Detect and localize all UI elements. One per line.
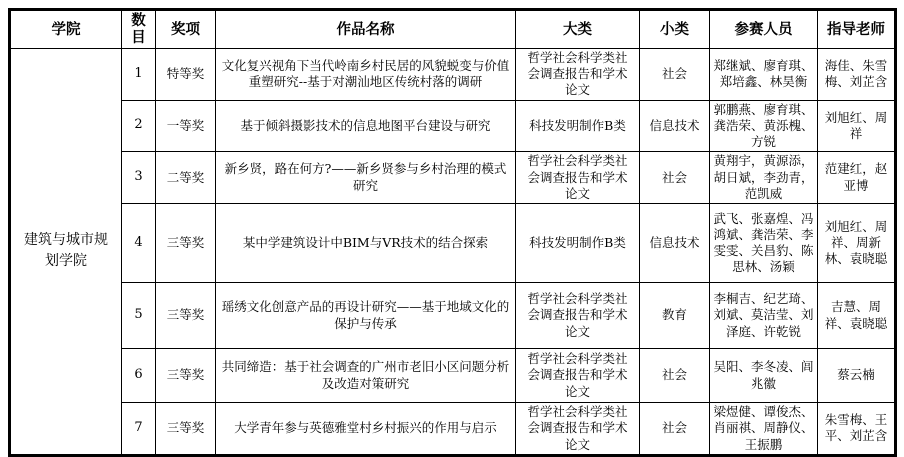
category-cell: 科技发明制作B类 [516,100,640,152]
category-cell: 哲学社会科学类社会调查报告和学术论文 [516,152,640,204]
participants-cell: 郑继斌、廖育琪、郑培鑫、林昊衡 [710,48,818,100]
table-row [10,349,896,403]
header-subcategory: 小类 [640,10,710,49]
participants-cell: 武飞、张嘉煌、冯鸿斌、龚浩荣、李雯雯、关昌豹、陈思林、汤颖 [710,204,818,283]
category-cell: 哲学社会科学类社会调查报告和学术论文 [516,403,640,456]
table-row [10,204,896,283]
subcategory-cell: 信息技术 [640,100,710,152]
header-advisors: 指导老师 [818,10,896,49]
number-cell: 7 [122,403,156,456]
category-cell: 哲学社会科学类社会调查报告和学术论文 [516,283,640,349]
advisors-cell: 范建红，赵亚博 [818,152,896,204]
header-work-title: 作品名称 [216,10,516,49]
category-cell: 科技发明制作B类 [516,204,640,283]
advisors-cell: 朱雪梅、王平、刘芷含 [818,403,896,456]
number-cell: 6 [122,349,156,403]
advisors-cell: 海佳、朱雪梅、刘芷含 [818,48,896,100]
number-cell: 5 [122,283,156,349]
advisors-cell: 刘旭红、周祥 [818,100,896,152]
table-row [10,152,896,204]
header-number: 数目 [122,10,156,49]
table-row [10,283,896,349]
award-cell: 特等奖 [156,48,216,100]
participants-cell: 黄翔宇，黄源添，胡日斌，李劲青，范凯威 [710,152,818,204]
subcategory-cell: 教育 [640,283,710,349]
advisors-cell: 吉慧、周祥、袁晓聪 [818,283,896,349]
award-cell: 三等奖 [156,283,216,349]
header-award: 奖项 [156,10,216,49]
college-cell: 建筑与城市规划学院 [10,48,122,455]
subcategory-cell: 社会 [640,349,710,403]
category-cell: 哲学社会科学类社会调查报告和学术论文 [516,48,640,100]
award-cell: 三等奖 [156,403,216,456]
header-category: 大类 [516,10,640,49]
subcategory-cell: 信息技术 [640,204,710,283]
header-college: 学院 [10,10,122,49]
table-row [10,100,896,152]
award-cell: 三等奖 [156,349,216,403]
participants-cell: 李桐吉、纪艺琦、刘斌、莫洁莹、刘泽庭、许乾锐 [710,283,818,349]
awards-table [8,8,897,457]
award-cell: 二等奖 [156,152,216,204]
number-cell: 2 [122,100,156,152]
advisors-cell: 刘旭红、周祥、周新林、袁晓聪 [818,204,896,283]
work-title-cell: 文化复兴视角下当代岭南乡村民居的风貌蜕变与价值重塑研究--基于对潮汕地区传统村落的调研 [216,48,516,100]
work-title-cell: 瑶绣文化创意产品的再设计研究——基于地域文化的保护与传承 [216,283,516,349]
participants-cell: 郭鹏燕、廖育琪、龚浩荣、黄泺槐、方锐 [710,100,818,152]
subcategory-cell: 社会 [640,403,710,456]
work-title-cell: 新乡贤，路在何方?——新乡贤参与乡村治理的模式研究 [216,152,516,204]
subcategory-cell: 社会 [640,48,710,100]
number-cell: 3 [122,152,156,204]
table-row [10,48,896,100]
award-cell: 三等奖 [156,204,216,283]
award-cell: 一等奖 [156,100,216,152]
category-cell: 哲学社会科学类社会调查报告和学术论文 [516,349,640,403]
number-cell: 1 [122,48,156,100]
header-row [10,10,896,49]
participants-cell: 吴阳、李冬凌、闾兆徽 [710,349,818,403]
header-participants: 参赛人员 [710,10,818,49]
table-row [10,403,896,456]
participants-cell: 梁煜健、谭俊杰、肖丽祺、周静仪、王振鹏 [710,403,818,456]
work-title-cell: 基于倾斜摄影技术的信息地图平台建设与研究 [216,100,516,152]
advisors-cell: 蔡云楠 [818,349,896,403]
work-title-cell: 某中学建筑设计中BIM与VR技术的结合探索 [216,204,516,283]
number-cell: 4 [122,204,156,283]
subcategory-cell: 社会 [640,152,710,204]
work-title-cell: 共同缔造：基于社会调查的广州市老旧小区问题分析及改造对策研究 [216,349,516,403]
work-title-cell: 大学青年参与英德雅堂村乡村振兴的作用与启示 [216,403,516,456]
